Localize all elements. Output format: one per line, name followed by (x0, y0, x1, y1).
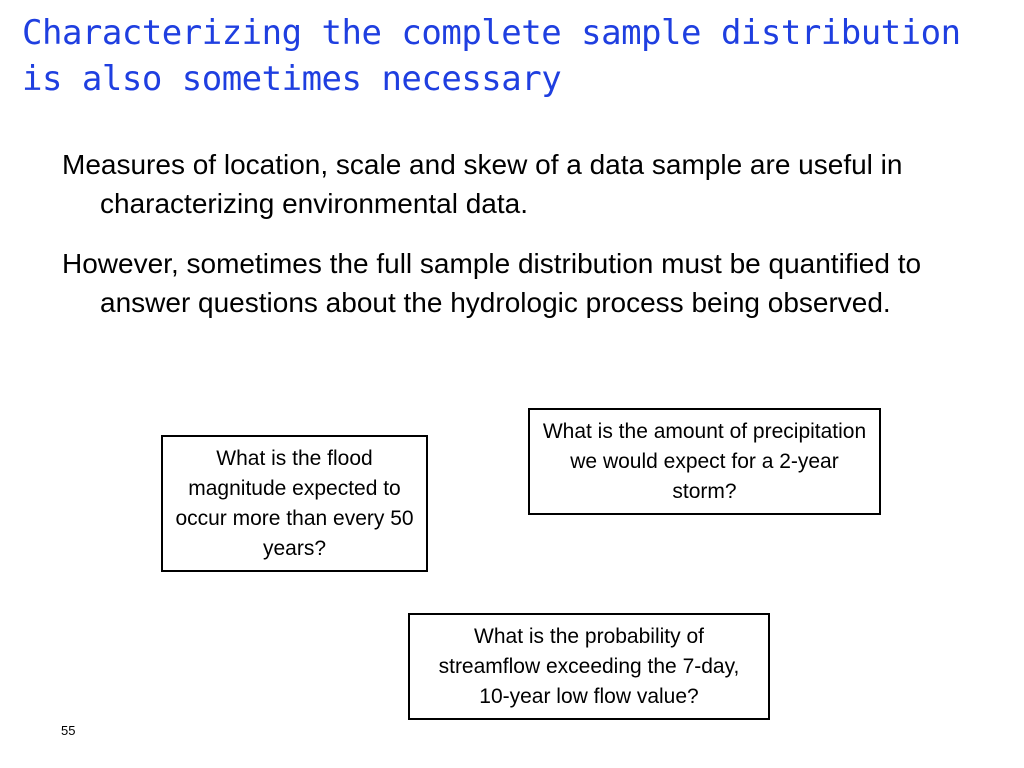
question-text: What is the flood magnitude expected to occur more than every 50 years? (175, 446, 414, 560)
question-text: What is the amount of precipitation we would expect for a 2-year storm? (542, 419, 867, 503)
bullet-item: However, sometimes the full sample distribution must be quantified to answer questions about the hydrologic process being observed. (62, 248, 922, 318)
question-box-flood (161, 435, 428, 572)
slide-number: 55 (61, 723, 76, 738)
question-box-streamflow (408, 613, 770, 720)
bullet-list (62, 145, 962, 343)
slide-title: Characterizing the complete sample distribution is also sometimes necessary (22, 13, 961, 99)
bullet-item: Measures of location, scale and skew of a data sample are useful in characterizing environmental data. (62, 149, 903, 219)
question-box-precipitation (528, 408, 881, 515)
question-text: What is the probability of streamflow exceeding the 7-day, 10-year low flow value? (438, 624, 740, 708)
